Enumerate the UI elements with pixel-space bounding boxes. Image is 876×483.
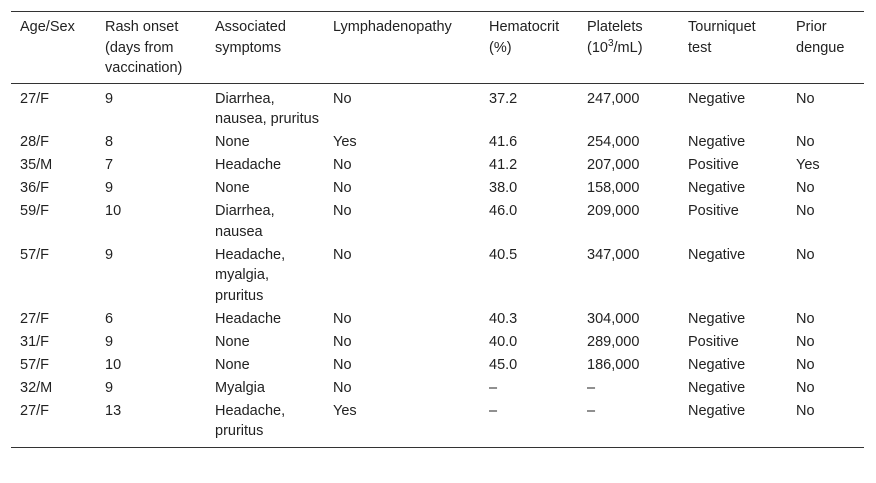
patient-data-table [11, 11, 864, 448]
cell-platelets: 247,000 [587, 90, 640, 107]
cell-tourniquet-test: Positive [688, 203, 739, 219]
cell-lymphadenopathy: No [333, 246, 352, 263]
cell-rash-onset: 9 [105, 333, 114, 350]
column-header-hematocrit: Hematocrit (%) [489, 19, 560, 56]
table-row [11, 330, 864, 353]
cell-associated-symptoms: None [215, 356, 250, 373]
cell-age-sex: 27/F [20, 90, 50, 107]
cell-rash-onset: 9 [105, 246, 114, 263]
cell-hematocrit: 41.6 [489, 134, 518, 150]
cell-lymphadenopathy: Yes [333, 402, 357, 419]
cell-prior-dengue: No [796, 246, 815, 263]
column-header-associated-symptoms: Associated symptoms [215, 19, 286, 56]
cell-tourniquet-test: Negative [688, 379, 746, 396]
cell-lymphadenopathy: No [333, 180, 352, 196]
cell-age-sex: 27/F [20, 310, 50, 327]
cell-age-sex: 36/F [20, 180, 50, 196]
table-row [11, 376, 864, 399]
table-body [11, 83, 864, 447]
cell-rash-onset: 9 [105, 180, 114, 196]
cell-lymphadenopathy: Yes [333, 134, 357, 150]
cell-platelets: 158,000 [587, 180, 640, 196]
cell-prior-dengue: No [796, 356, 815, 373]
cell-tourniquet-test: Negative [688, 402, 746, 419]
cell-age-sex: 27/F [20, 402, 50, 419]
cell-prior-dengue: No [796, 333, 815, 350]
column-header-tourniquet-test: Tourniquet test [688, 19, 756, 56]
cell-associated-symptoms: Headache, myalgia, pruritus [215, 246, 286, 304]
table-row [11, 83, 864, 131]
table-row [11, 307, 864, 330]
table-container [11, 11, 864, 448]
cell-lymphadenopathy: No [333, 333, 352, 350]
cell-associated-symptoms: None [215, 134, 250, 150]
cell-age-sex: 57/F [20, 356, 50, 373]
cell-prior-dengue: No [796, 180, 815, 196]
cell-lymphadenopathy: No [333, 379, 352, 396]
cell-hematocrit: 40.3 [489, 310, 518, 327]
cell-age-sex: 35/M [20, 157, 53, 173]
cell-age-sex: 57/F [20, 246, 50, 263]
cell-platelets: 186,000 [587, 356, 640, 373]
cell-hematocrit: 46.0 [489, 203, 518, 219]
platelets-label-exponent: 3 [607, 37, 614, 49]
table-row [11, 131, 864, 154]
platelets-label-prefix: Platelets (10 [587, 19, 643, 56]
cell-lymphadenopathy: No [333, 90, 352, 107]
column-header-prior-dengue: Prior dengue [796, 19, 845, 56]
table-row [11, 353, 864, 376]
table-row [11, 177, 864, 200]
cell-tourniquet-test: Negative [688, 310, 746, 327]
cell-hematocrit: 38.0 [489, 180, 518, 196]
cell-rash-onset: 10 [105, 203, 122, 219]
cell-platelets: 254,000 [587, 134, 640, 150]
column-header-age-sex: Age/Sex [20, 19, 75, 35]
cell-prior-dengue: No [796, 310, 815, 327]
cell-hematocrit: – [489, 402, 498, 419]
cell-prior-dengue: No [796, 203, 815, 219]
cell-tourniquet-test: Negative [688, 134, 746, 150]
column-header-lymphadenopathy: Lymphadenopathy [333, 19, 452, 35]
cell-platelets: 289,000 [587, 333, 640, 350]
cell-associated-symptoms: None [215, 333, 250, 350]
cell-platelets: – [587, 402, 596, 419]
cell-platelets: 209,000 [587, 203, 640, 219]
cell-lymphadenopathy: No [333, 157, 352, 173]
cell-associated-symptoms: Headache [215, 157, 282, 173]
cell-tourniquet-test: Negative [688, 180, 746, 196]
cell-associated-symptoms: Diarrhea, nausea, pruritus [215, 90, 319, 127]
cell-rash-onset: 7 [105, 157, 114, 173]
cell-tourniquet-test: Negative [688, 90, 746, 107]
cell-rash-onset: 10 [105, 356, 122, 373]
cell-tourniquet-test: Positive [688, 157, 739, 173]
cell-hematocrit: 40.0 [489, 333, 518, 350]
table-row [11, 399, 864, 447]
table-row [11, 243, 864, 307]
cell-prior-dengue: No [796, 379, 815, 396]
cell-platelets: – [587, 379, 596, 396]
column-header-platelets [578, 12, 679, 84]
cell-associated-symptoms: Headache [215, 310, 282, 327]
cell-prior-dengue: No [796, 402, 815, 419]
cell-age-sex: 31/F [20, 333, 50, 350]
cell-platelets: 347,000 [587, 246, 640, 263]
cell-tourniquet-test: Negative [688, 246, 746, 263]
cell-hematocrit: 45.0 [489, 356, 518, 373]
cell-rash-onset: 13 [105, 402, 122, 419]
cell-age-sex: 28/F [20, 134, 50, 150]
table-row [11, 200, 864, 244]
cell-lymphadenopathy: No [333, 203, 352, 219]
cell-hematocrit: 37.2 [489, 90, 518, 107]
cell-age-sex: 59/F [20, 203, 50, 219]
cell-prior-dengue: No [796, 90, 815, 107]
cell-rash-onset: 9 [105, 379, 114, 396]
cell-lymphadenopathy: No [333, 310, 352, 327]
cell-associated-symptoms: Myalgia [215, 379, 265, 396]
cell-rash-onset: 9 [105, 90, 114, 107]
cell-prior-dengue: Yes [796, 157, 820, 173]
cell-tourniquet-test: Positive [688, 333, 739, 350]
cell-associated-symptoms: Headache, pruritus [215, 402, 286, 439]
header-row [11, 12, 864, 84]
platelets-label-suffix: /mL) [613, 39, 643, 56]
cell-hematocrit: 41.2 [489, 157, 518, 173]
cell-prior-dengue: No [796, 134, 815, 150]
table-row [11, 154, 864, 177]
cell-hematocrit: 40.5 [489, 246, 518, 263]
cell-age-sex: 32/M [20, 379, 53, 396]
column-header-rash-onset: Rash onset (days from vaccination) [105, 19, 183, 76]
table-header [11, 12, 864, 84]
cell-associated-symptoms: Diarrhea, nausea [215, 203, 275, 240]
cell-hematocrit: – [489, 379, 498, 396]
cell-platelets: 304,000 [587, 310, 640, 327]
cell-rash-onset: 6 [105, 310, 114, 327]
cell-rash-onset: 8 [105, 134, 114, 150]
cell-lymphadenopathy: No [333, 356, 352, 373]
cell-associated-symptoms: None [215, 180, 250, 196]
cell-platelets: 207,000 [587, 157, 640, 173]
cell-tourniquet-test: Negative [688, 356, 746, 373]
